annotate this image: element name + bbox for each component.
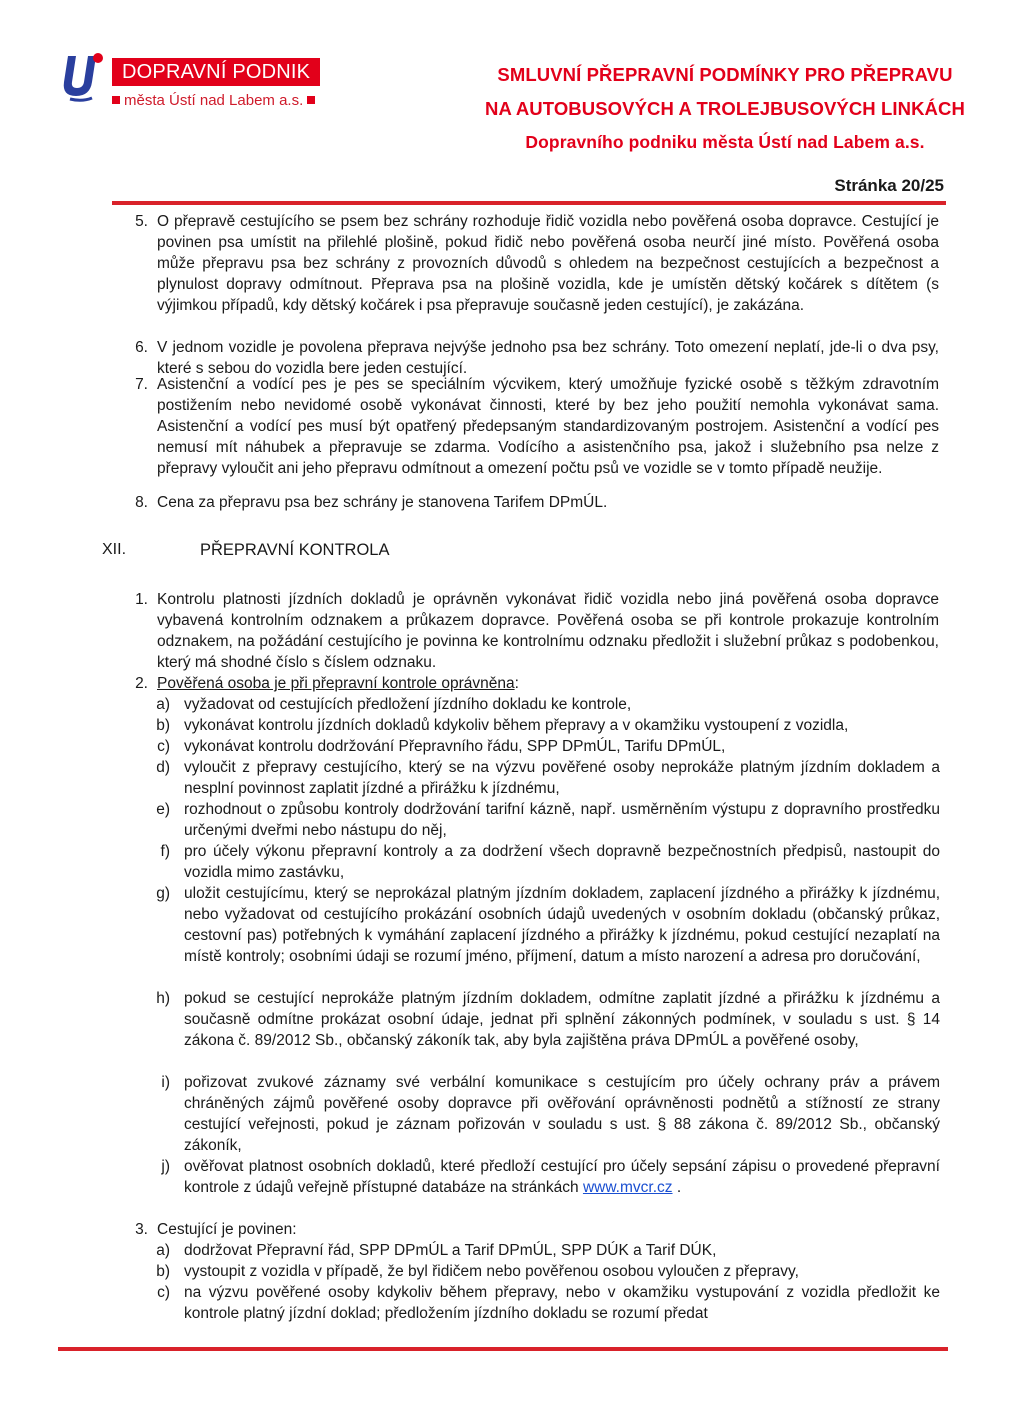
- subsection-heading: Cestující je povinen:: [157, 1221, 297, 1238]
- page-header: [0, 0, 1024, 210]
- document-title-line2: NA AUTOBUSOVÝCH A TROLEJBUSOVÝCH LINKÁCH: [485, 98, 965, 119]
- header-rule: [112, 201, 946, 205]
- section-number: XII.: [102, 541, 127, 558]
- footer-rule: [58, 1347, 948, 1351]
- page-number: Stránka 20/25: [834, 176, 944, 195]
- document-title-line1: SMLUVNÍ PŘEPRAVNÍ PODMÍNKY PRO PŘEPRAVU: [497, 64, 953, 85]
- document-title-line3: Dopravního podniku města Ústí nad Labem a.s.: [525, 132, 925, 152]
- section-title: PŘEPRAVNÍ KONTROLA: [200, 541, 390, 559]
- mvcr-link[interactable]: www.mvcr.cz: [582, 1179, 673, 1196]
- logo-company-name: DOPRAVNÍ PODNIK: [112, 58, 320, 86]
- logo-city: města Ústí nad Labem a.s.: [108, 92, 319, 109]
- subsection-heading: Pověřená osoba je při přepravní kontrole oprávněna: [157, 675, 515, 692]
- company-logo-icon: [62, 52, 104, 102]
